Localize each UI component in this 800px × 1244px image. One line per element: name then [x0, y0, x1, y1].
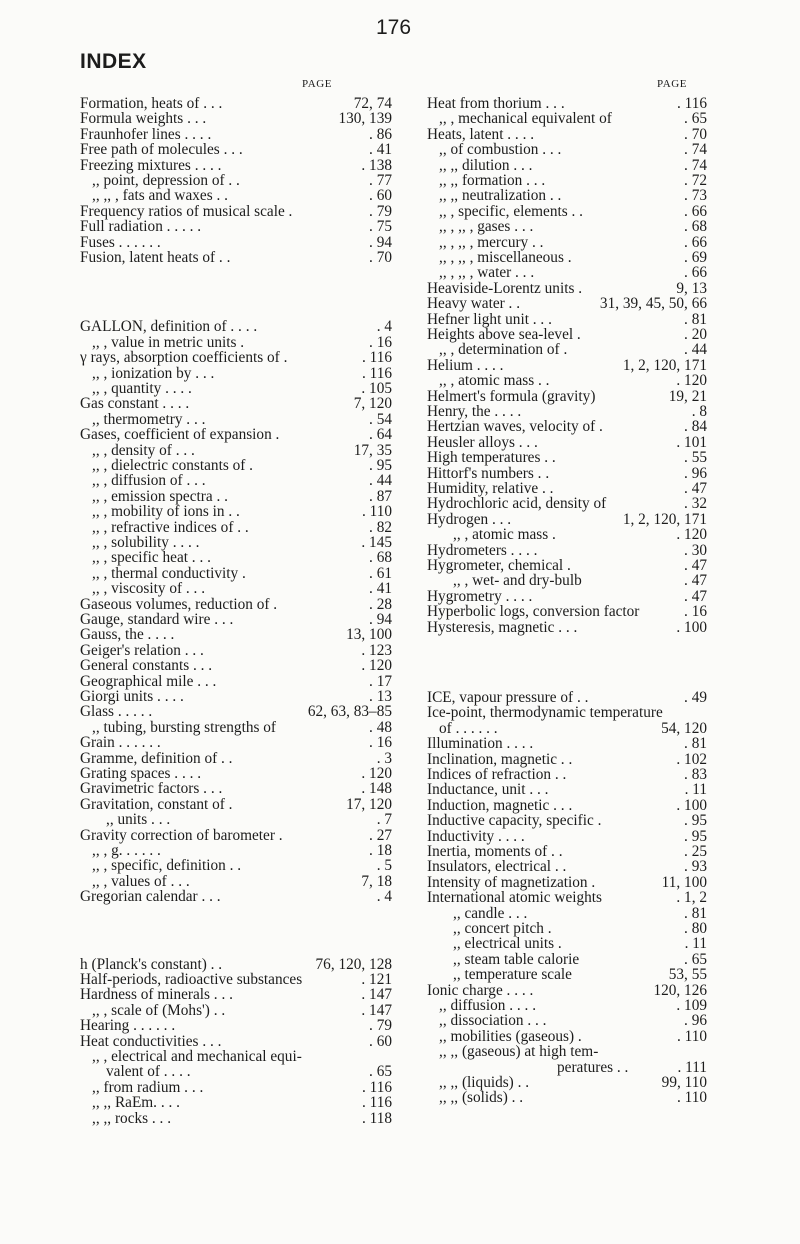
index-entry-text: Glass . . . . .	[80, 703, 153, 721]
index-entry-page: . 16	[369, 333, 392, 351]
index-entry-text: Helium . . . .	[427, 356, 504, 374]
index-entry-page: . 11	[684, 935, 707, 953]
index-entry-page: . 16	[684, 603, 707, 621]
index-entry-page: . 60	[369, 187, 392, 205]
index-entry-page: . 8	[691, 403, 707, 420]
index-entry-page: 17, 120	[346, 795, 392, 813]
index-entry	[427, 1088, 707, 1108]
index-entry-text: Gas constant . . . .	[80, 395, 190, 413]
index-entry-page: . 116	[361, 364, 392, 382]
index-entry-text: ,, , specific heat . . .	[92, 549, 211, 567]
index-entry-page: . 66	[684, 264, 707, 282]
index-entry-page: . 69	[684, 249, 707, 266]
index-entry-text: ,, , specific, definition . .	[92, 857, 242, 875]
index-entry-text: ICE, vapour pressure of . .	[427, 689, 589, 706]
index-entry-page: . 110	[676, 1089, 707, 1107]
index-entry-page: . 68	[369, 549, 392, 567]
index-entry-text: Inclination, magnetic . .	[427, 750, 573, 768]
index-entry-text: Heat from thorium . . .	[427, 95, 565, 112]
index-entry-text: ,, , values of . . .	[92, 872, 190, 890]
index-entry-text: Ionic charge . . . .	[427, 981, 534, 999]
index-heading: INDEX	[80, 50, 147, 73]
index-entry	[80, 248, 392, 268]
index-entry-text: ,, ,, formation . . .	[439, 172, 546, 189]
index-entry-text: ,, concert pitch .	[453, 920, 552, 937]
index-entry-page: . 81	[684, 904, 707, 922]
index-entry-text: Ice-point, thermodynamic temperature	[427, 704, 663, 722]
index-entry-text: of . . . . . .	[439, 719, 498, 737]
index-entry-page: . 16	[369, 734, 392, 752]
index-entry-page: . 47	[684, 557, 707, 574]
index-entry-page: . 11	[684, 781, 707, 799]
index-entry-text: Gauss, the . . . .	[80, 626, 175, 644]
index-entry-page: . 96	[684, 1012, 707, 1030]
index-entry	[80, 887, 392, 907]
index-entry-page: . 44	[369, 472, 392, 490]
index-entry-page: . 75	[369, 218, 392, 236]
index-entry-page: . 81	[684, 735, 707, 753]
index-entry-text: ,, , ionization by . . .	[92, 364, 215, 382]
index-entry-text: Helmert's formula (gravity)	[427, 387, 596, 405]
index-entry-text: ,, , viscosity of . . .	[92, 580, 206, 598]
index-entry-text: International atomic weights	[427, 889, 603, 907]
index-entry-page: 62, 63, 83–85	[307, 703, 392, 721]
index-entry-text: ,, dissociation . . .	[439, 1012, 547, 1030]
index-entry-text: ,, , atomic mass .	[453, 526, 556, 544]
index-entry-page: 19, 21	[668, 387, 707, 405]
index-entry-page: . 120	[676, 372, 707, 390]
index-entry-text: Hyperbolic logs, conversion factor	[427, 603, 640, 621]
index-entry-text: ,, , determination of .	[439, 341, 568, 359]
index-entry-page: . 147	[361, 986, 392, 1004]
index-entry-page: . 100	[676, 796, 707, 814]
index-entry-page: . 94	[369, 233, 392, 251]
index-entry-page: . 28	[369, 595, 392, 613]
index-entry-text: ,, ,, RaEm. . . .	[92, 1094, 180, 1112]
index-entry-page: . 145	[361, 534, 392, 551]
index-entry-text: Hydrogen . . .	[427, 510, 512, 528]
index-entry-page: . 148	[361, 780, 392, 798]
index-entry-page: . 54	[369, 410, 392, 428]
index-entry-text: ,, point, depression of . .	[92, 172, 240, 189]
index-entry-text: Intensity of magnetization .	[427, 873, 596, 891]
index-entry-page: . 41	[369, 141, 392, 159]
index-entry-text: ,, , wet- and dry-bulb	[453, 572, 582, 590]
index-entry-text: ,, , specific, elements . .	[439, 202, 583, 220]
index-entry-page: . 86	[369, 125, 392, 143]
index-entry-text: ,, , value in metric units .	[92, 333, 245, 351]
index-entry-text: Hearing . . . . . .	[80, 1017, 176, 1035]
index-entry-page: . 70	[684, 125, 707, 143]
index-entry-page: . 120	[361, 657, 392, 675]
index-entry-text: ,, , refractive indices of . .	[92, 518, 249, 536]
index-entry-page: . 65	[684, 950, 707, 968]
index-entry-page: . 82	[369, 518, 392, 536]
index-entry-text: ,, , mechanical equivalent of	[439, 110, 612, 128]
index-entry-text: Inductance, unit . . .	[427, 781, 549, 799]
index-entry-page: . 118	[361, 1109, 392, 1127]
index-entry-text: Gauge, standard wire . . .	[80, 611, 234, 628]
index-entry-text: Gravimetric factors . . .	[80, 780, 223, 798]
index-entry-page: . 61	[369, 564, 392, 582]
index-entry-page: . 65	[369, 1063, 392, 1081]
index-entry-text: Humidity, relative . .	[427, 480, 554, 497]
index-entry-page: . 105	[361, 380, 392, 397]
index-entry-text: h (Planck's constant) . .	[80, 955, 223, 973]
index-entry-text: ,, from radium . . .	[92, 1078, 204, 1096]
index-entry-text: Induction, magnetic . . .	[427, 796, 573, 814]
index-entry-text: Illumination . . . .	[427, 735, 534, 753]
index-entry-page: . 32	[684, 495, 707, 513]
index-entry-text: valent of . . . .	[106, 1063, 191, 1081]
page-column-label-right: PAGE	[657, 78, 688, 90]
page-number: 176	[376, 16, 412, 39]
index-entry-page: . 4	[376, 888, 392, 906]
index-entry-page: 1, 2, 120, 171	[622, 356, 707, 374]
index-entry-page: . 95	[684, 812, 707, 830]
index-entry-text: Hygrometer, chemical .	[427, 557, 571, 574]
page-column-label-left: PAGE	[302, 78, 333, 90]
index-entry-page: . 109	[676, 997, 707, 1014]
index-entry-page: 54, 120	[661, 719, 707, 737]
index-entry-page: . 3	[376, 749, 392, 767]
index-entry-page: . 47	[684, 480, 707, 497]
index-entry-page: . 101	[676, 433, 707, 451]
index-entry-text: ,, , ,, , miscellaneous .	[439, 249, 572, 266]
index-entry-page: 11, 100	[661, 873, 707, 891]
index-entry-page: . 1, 2	[676, 889, 707, 907]
index-entry-page: . 55	[684, 449, 707, 467]
index-entry-page: . 66	[684, 202, 707, 220]
index-entry-page: . 94	[369, 611, 392, 628]
index-entry-page: 130, 139	[338, 110, 392, 128]
index-entry-text: Inertia, moments of . .	[427, 843, 563, 860]
index-entry-text: ,, ,, (gaseous) at high tem-	[439, 1043, 599, 1061]
index-entry-text: ,, of combustion . . .	[439, 141, 562, 159]
index-entry-page: . 80	[684, 920, 707, 937]
index-entry-text: Geiger's relation . . .	[80, 641, 204, 659]
index-entry-page: . 121	[361, 971, 392, 988]
index-entry-page: . 111	[677, 1058, 707, 1076]
index-entry-page: . 83	[684, 766, 707, 783]
index-entry-text: Freezing mixtures . . . .	[80, 156, 222, 174]
index-entry-text: Heusler alloys . . .	[427, 433, 538, 451]
index-entry-page: . 44	[684, 341, 707, 359]
index-entry-text: ,, ,, neutralization . .	[439, 187, 562, 205]
index-entry-page: 76, 120, 128	[315, 955, 392, 973]
index-entry-text: ,, , density of . . .	[92, 441, 195, 459]
index-entry-text: Hittorf's numbers . .	[427, 464, 550, 482]
index-entry-text: Gregorian calendar . . .	[80, 888, 221, 906]
index-entry-page: 72, 74	[353, 95, 392, 112]
index-entry-page: . 102	[676, 750, 707, 768]
index-entry-page: . 100	[676, 618, 707, 636]
index-entry-text: General constants . . .	[80, 657, 213, 675]
index-entry-text: ,, , diffusion of . . .	[92, 472, 206, 490]
index-entry-page: 9, 13	[676, 279, 707, 297]
index-entry-text: ,, , dielectric constants of .	[92, 457, 253, 474]
index-entry-page: . 116	[361, 1094, 392, 1112]
index-entry-page: . 87	[369, 487, 392, 505]
index-entry-page: . 74	[684, 141, 707, 159]
index-entry-text: Free path of molecules . . .	[80, 141, 243, 159]
index-entry-text: Indices of refraction . .	[427, 766, 567, 783]
index-entry-page: . 25	[684, 843, 707, 860]
index-entry-text: ,, units . . .	[106, 811, 171, 829]
index-entry-text: Heights above sea-level .	[427, 326, 581, 343]
index-entry-text: Heats, latent . . . .	[427, 125, 535, 143]
index-entry-page: . 70	[369, 249, 392, 266]
index-entry-text: ,, , quantity . . . .	[92, 380, 192, 397]
index-entry-text: γ rays, absorption coefficients of .	[80, 349, 288, 367]
index-entry-text: Henry, the . . . .	[427, 403, 522, 420]
index-entry-text: Gaseous volumes, reduction of .	[80, 595, 278, 613]
index-entry-page: . 79	[369, 1017, 392, 1035]
index-entry-text: ,, , atomic mass . .	[439, 372, 550, 390]
index-entry-text: Hydrometers . . . .	[427, 541, 538, 559]
index-entry-text: Hysteresis, magnetic . . .	[427, 618, 578, 636]
index-entry-text: Insulators, electrical . .	[427, 858, 567, 876]
index-entry-text: ,, , mobility of ions in . .	[92, 503, 240, 521]
index-entry-page: . 7	[376, 811, 392, 829]
index-entry-page: . 147	[361, 1001, 392, 1019]
index-entry-text: Hefner light unit . . .	[427, 310, 552, 328]
index-entry-page: . 81	[684, 310, 707, 328]
index-entry-page: 13, 100	[346, 626, 392, 644]
index-entry-page: 99, 110	[661, 1074, 707, 1091]
index-entry-page: . 93	[684, 858, 707, 876]
index-entry-text: ,, , thermal conductivity .	[92, 564, 246, 582]
index-entry-text: Inductivity . . . .	[427, 827, 525, 845]
index-entry-page: . 95	[369, 457, 392, 474]
index-entry-text: Gravitation, constant of .	[80, 795, 233, 813]
index-entry-text: Formula weights . . .	[80, 110, 207, 128]
index-entry-page: . 47	[684, 572, 707, 590]
index-entry-text: GALLON, definition of . . . .	[80, 318, 258, 336]
index-entry-text: Hydrochloric acid, density of	[427, 495, 607, 513]
index-entry-page: . 47	[684, 587, 707, 605]
index-entry-page: . 49	[684, 689, 707, 706]
index-entry-page: . 138	[361, 156, 392, 174]
index-entry-page: . 5	[376, 857, 392, 875]
index-entry-page: . 116	[676, 95, 707, 112]
index-entry-page: . 74	[684, 156, 707, 174]
index-entry-text: ,, steam table calorie	[453, 950, 580, 968]
index-entry-text: Gravity correction of barometer .	[80, 826, 283, 844]
index-entry-page: 1, 2, 120, 171	[622, 510, 707, 528]
index-entry-page: . 20	[684, 326, 707, 343]
index-entry-page: . 73	[684, 187, 707, 205]
index-entry-page: 7, 120	[353, 395, 392, 413]
index-entry-text: Geographical mile . . .	[80, 672, 217, 690]
index-entry-page: 17, 35	[353, 441, 392, 459]
index-entry-text: Fusion, latent heats of . .	[80, 249, 231, 266]
index-entry-page: 53, 55	[668, 966, 707, 984]
index-entry-text: ,, ,, (solids) . .	[439, 1089, 524, 1107]
index-entry-text: ,, ,, , fats and waxes . .	[92, 187, 228, 205]
index-entry-page: . 66	[684, 233, 707, 251]
index-entry-text: Inductive capacity, specific .	[427, 812, 602, 830]
index-entry-text: ,, , electrical and mechanical equi-	[92, 1048, 302, 1065]
index-entry-text: Heat conductivities . . .	[80, 1032, 222, 1050]
index-entry-text: Frequency ratios of musical scale .	[80, 202, 293, 220]
index-entry-text: ,, , ,, , water . . .	[439, 264, 535, 282]
index-entry-text: Fraunhofer lines . . . .	[80, 125, 212, 143]
index-entry-text: ,, electrical units .	[453, 935, 562, 953]
index-entry-text: Hardness of minerals . . .	[80, 986, 233, 1004]
index-entry-page: . 123	[361, 641, 392, 659]
index-entry-text: ,, candle . . .	[453, 904, 528, 922]
index-entry-page: . 72	[684, 172, 707, 189]
index-entry	[80, 1109, 392, 1129]
index-entry-page: . 110	[361, 503, 392, 521]
index-entry-page: . 96	[684, 464, 707, 482]
index-entry-text: ,, , ,, , mercury . .	[439, 233, 544, 251]
index-entry-page: . 120	[361, 765, 392, 782]
index-entry-page: . 30	[684, 541, 707, 559]
index-entry-text: ,, mobilities (gaseous) .	[439, 1027, 582, 1045]
index-entry-page: . 64	[369, 426, 392, 444]
index-entry-text: ,, , ,, , gases . . .	[439, 218, 534, 236]
index-entry-page: . 84	[684, 418, 707, 436]
index-entry-text: ,, , emission spectra . .	[92, 487, 228, 505]
index-entry-page: . 41	[369, 580, 392, 598]
index-entry-page: . 13	[369, 688, 392, 705]
index-entry-text: Grain . . . . . .	[80, 734, 161, 752]
index-entry-text: ,, ,, rocks . . .	[92, 1109, 172, 1127]
index-entry-page: . 17	[369, 672, 392, 690]
index-entry-page: 120, 126	[653, 981, 707, 999]
index-entry-text: Giorgi units . . . .	[80, 688, 184, 705]
index-entry-text: ,, thermometry . . .	[92, 410, 206, 428]
index-entry-text: Heavy water . .	[427, 295, 521, 313]
index-entry-page: . 27	[369, 826, 392, 844]
index-entry-text: ,, diffusion . . . .	[439, 997, 537, 1014]
index-entry-page: . 77	[369, 172, 392, 189]
index-entry	[427, 618, 707, 638]
index-entry-text: ,, , g. . . . . .	[92, 842, 161, 859]
index-entry-page: . 65	[684, 110, 707, 128]
index-entry-text: Gases, coefficient of expansion .	[80, 426, 280, 444]
index-entry-text: ,, , solubility . . . .	[92, 534, 200, 551]
index-entry-text: Hygrometry . . . .	[427, 587, 533, 605]
index-entry-text: peratures . .	[557, 1058, 629, 1076]
index-entry-page: 31, 39, 45, 50, 66	[599, 295, 707, 313]
index-entry-text: ,, ,, (liquids) . .	[439, 1074, 530, 1091]
index-entry-text: ,, temperature scale	[453, 966, 572, 984]
index-entry-page: 7, 18	[361, 872, 392, 890]
index-entry-page: . 95	[684, 827, 707, 845]
index-entry-page: . 116	[361, 1078, 392, 1096]
index-entry-page: . 120	[676, 526, 707, 544]
index-entry-text: ,, tubing, bursting strengths of	[92, 718, 276, 736]
index-entry-text: ,, ,, dilution . . .	[439, 156, 533, 174]
index-entry-page: . 79	[369, 202, 392, 220]
index-entry-text: Formation, heats of . . .	[80, 95, 223, 112]
index-entry-page: . 116	[361, 349, 392, 367]
index-entry-text: Grating spaces . . . .	[80, 765, 202, 782]
index-entry-text: Fuses . . . . . .	[80, 233, 161, 251]
index-entry-page: . 18	[369, 842, 392, 859]
index-entry-text: ,, , scale of (Mohs') . .	[92, 1001, 226, 1019]
index-entry-text: High temperatures . .	[427, 449, 556, 467]
index-entry-page: . 48	[369, 718, 392, 736]
index-entry-text: Half-periods, radioactive substances	[80, 971, 303, 988]
index-entry-text: Heaviside-Lorentz units .	[427, 279, 583, 297]
index-entry-page: . 4	[376, 318, 392, 336]
index-entry-page: . 68	[684, 218, 707, 236]
index-entry-page: . 60	[369, 1032, 392, 1050]
index-entry-text: Gramme, definition of . .	[80, 749, 233, 767]
index-entry-page: . 110	[676, 1027, 707, 1045]
index-entry-text: Full radiation . . . . .	[80, 218, 202, 236]
index-entry-text: Hertzian waves, velocity of .	[427, 418, 603, 436]
